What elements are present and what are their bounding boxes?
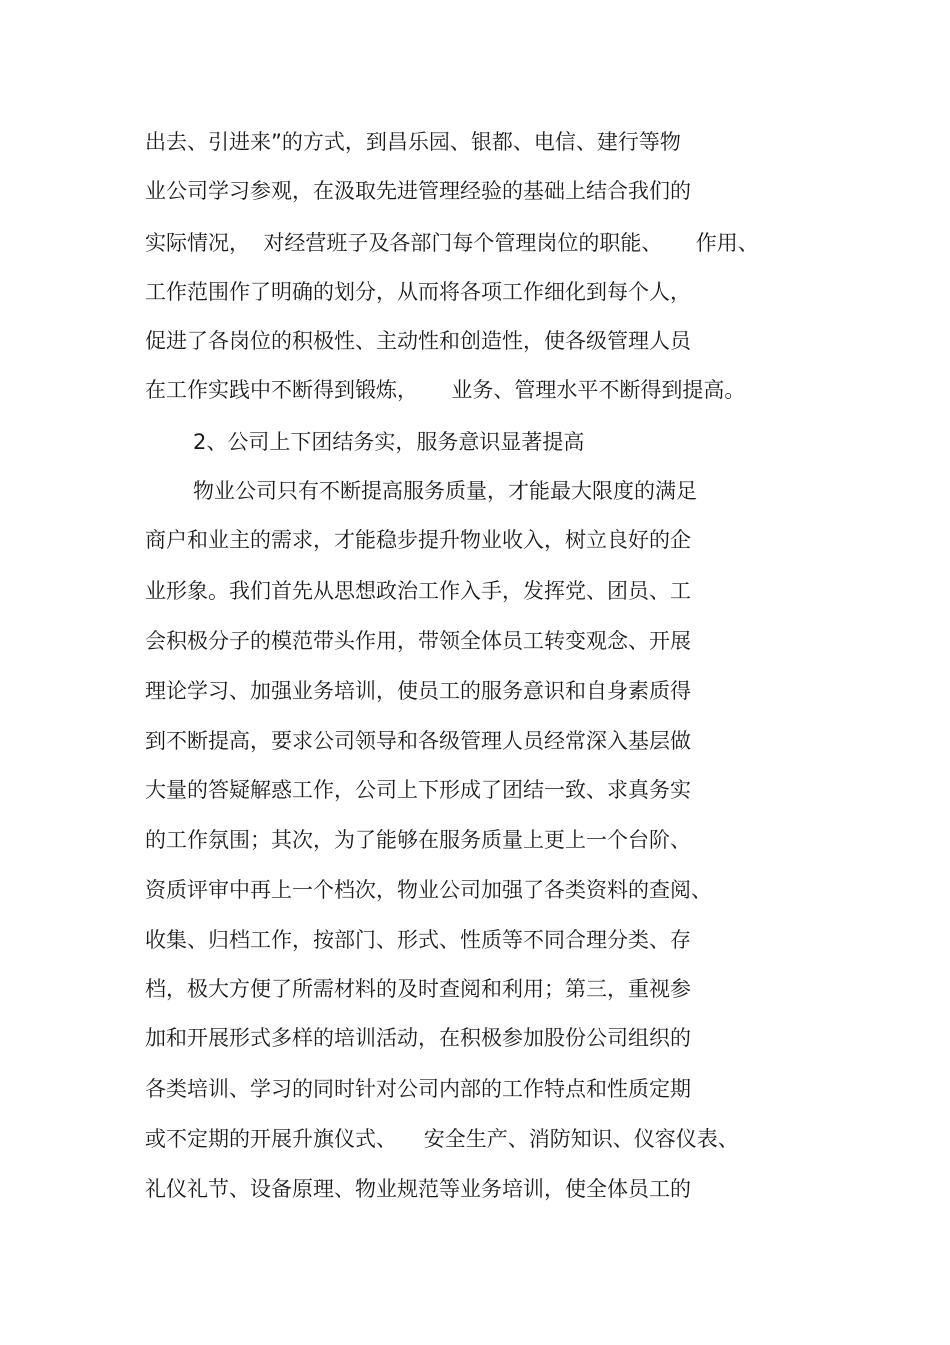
text-line: 会积极分子的模范带头作用，带领全体员工转变观念、开展 [145,629,691,653]
text-line: 或不定期的开展升旗仪式、 安全生产、消防知识、仪容仪表、 [145,1127,739,1151]
text-line: 工作范围作了明确的划分，从而将各项工作细化到每个人， [145,280,691,304]
text-line: 业公司学习参观，在汲取先进管理经验的基础上结合我们的 [145,179,691,203]
text-line: 加和开展形式多样的培训活动，在积极参加股份公司组织的 [145,1026,691,1050]
text-line: 业形象。我们首先从思想政治工作入手，发挥党、团员、工 [145,579,691,603]
section-heading: 2、公司上下团结务实，服务意识显著提高 [193,430,585,454]
text-line: 实际情况， 对经营班子及各部门每个管理岗位的职能、 作用、 [145,231,759,255]
text-line: 的工作氛围；其次，为了能够在服务质量上更上一个台阶、 [145,828,691,852]
text-line: 促进了各岗位的积极性、主动性和创造性，使各级管理人员 [145,329,691,353]
text-line: 在工作实践中不断得到锻炼， 业务、管理水平不断得到提高。 [145,378,746,402]
text-line: 各类培训、学习的同时针对公司内部的工作特点和性质定期 [145,1077,691,1101]
text-line: 商户和业主的需求，才能稳步提升物业收入，树立良好的企 [145,528,691,552]
text-line: 理论学习、加强业务培训，使员工的服务意识和自身素质得 [145,679,691,703]
text-line: 档，极大方便了所需材料的及时查阅和利用；第三，重视参 [145,977,691,1001]
text-line: 大量的答疑解惑工作，公司上下形成了团结一致、求真务实 [145,778,691,802]
text-line: 资质评审中再上一个档次，物业公司加强了各类资料的查阅、 [145,878,712,902]
text-line: 出去、引进来”的方式，到昌乐园、银都、电信、建行等物 [145,130,681,154]
text-line: 礼仪礼节、设备原理、物业规范等业务培训，使全体员工的 [145,1177,691,1201]
text-line: 收集、归档工作，按部门、形式、性质等不同合理分类、存 [145,928,691,952]
text-line: 到不断提高，要求公司领导和各级管理人员经常深入基层做 [145,729,691,753]
paragraph-first-line: 物业公司只有不断提高服务质量，才能最大限度的满足 [193,479,697,503]
